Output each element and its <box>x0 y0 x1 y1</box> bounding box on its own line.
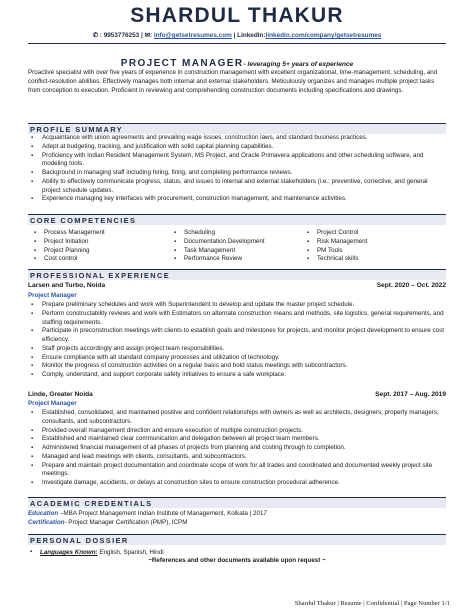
list-item: ▪ Documentation Development <box>172 238 265 247</box>
list-item: ▪ Cost control <box>32 255 105 264</box>
section-title: ACADEMIC CREDENTIALS <box>30 499 153 509</box>
bullet-icon: ▪ <box>30 549 33 555</box>
company-name: Linde, Greater Noida <box>28 391 93 398</box>
education-text: –MBA Project Management Indian Institute of Management, Kolkata | 2017 <box>58 510 267 517</box>
list-item: ▪ Established and maintained clear communication and delegation between all project team members. <box>28 435 446 444</box>
job-role: Project Manager <box>28 292 77 299</box>
header-divider <box>28 43 446 44</box>
competencies-column-3 <box>305 229 367 264</box>
company-name: Larsen and Turbo, Noida <box>28 282 106 289</box>
section-header-education <box>28 497 446 508</box>
list-item: ▪ Scheduling <box>172 229 265 238</box>
job-header <box>28 282 446 289</box>
email-icon: ✉: <box>144 32 154 39</box>
separator: | <box>139 32 145 39</box>
list-item: ▪ Background in managing staff including hiring, firing, and completing performance reviews. <box>28 169 446 178</box>
list-item: ▪ Ability to effectively communicate progress, status, and issues to internal and external stakeholders (i.e.: preventive, corrective, and general project schedule updates. <box>28 178 446 196</box>
list-item: ▪ Experience managing key interfaces with procurement, construction management, and maintenance activities. <box>28 195 446 204</box>
list-item: ▪ Technical skills <box>305 255 367 264</box>
separator: | <box>231 32 238 39</box>
job-bullets <box>28 409 446 488</box>
languages-line <box>30 549 164 556</box>
languages-text: English, Spanish, Hindi <box>97 549 164 556</box>
section-header-profile <box>28 123 446 134</box>
list-item: ▪ PM Tools <box>305 247 367 256</box>
list-item: ▪ Comply, understand, and support corporate safety initiatives to ensure a safe workplace. <box>28 371 446 380</box>
section-title: PROFESSIONAL EXPERIENCE <box>30 271 171 281</box>
job-dates: Sept. 2017 – Aug. 2019 <box>375 391 446 398</box>
linkedin-label: LinkedIn: <box>237 32 266 39</box>
phone-number: 9953776253 <box>103 32 140 39</box>
job-header <box>28 391 446 398</box>
list-item: ▪ Prepare preliminary schedules and work with Superintendent to develop and update the master project schedule. <box>28 301 446 310</box>
list-item: ▪ Prepare and maintain project documentation and coordinate scope of work for all trades and coordinated and documented weekly project site meetings. <box>28 462 446 480</box>
email-link[interactable]: info@getsetresumes.com <box>153 32 232 39</box>
list-item: ▪ Project Planning <box>32 247 105 256</box>
job-dates: Sept. 2020 – Oct. 2022 <box>376 282 446 289</box>
section-title: PROFILE SUMMARY <box>30 125 123 135</box>
education-line <box>28 510 446 519</box>
phone-icon: ✆ : <box>92 32 104 39</box>
job-role: Project Manager <box>28 400 77 407</box>
linkedin-link[interactable]: linkedin.com/company/getsetresumes <box>265 32 382 39</box>
section-header-experience <box>28 269 446 280</box>
job-tagline: - leveraging 5+ years of experience <box>243 61 354 68</box>
section-header-personal <box>28 534 446 545</box>
job-title: PROJECT MANAGER <box>120 58 244 69</box>
certification-line <box>28 519 446 528</box>
list-item: ▪ Process Management <box>32 229 105 238</box>
list-item: ▪ Participate in preconstruction meetings with clients to establish goals and milestones for projects, and monitor project development to ensure cost efficiency. <box>28 327 446 345</box>
list-item: ▪ Provided overall management direction and ensure execution of multiple construction projects. <box>28 427 446 436</box>
list-item: ▪ Proficiency with Indian Resident Management System, MS Project, and Oracle Primavera applications and other scheduling software, and modeling tools. <box>28 152 446 170</box>
list-item: ▪ Investigate damage, accidents, or delays at construction sites to ensure construction procedural adherence. <box>28 479 446 488</box>
job-bullets <box>28 301 446 380</box>
summary-paragraph: Proactive specialist with over five years of experience in construction management with excellent organizational, time-management, scheduling, and conflict-resolution abilities. Effectively manages both internal and external stakeholders. Meticulously organizes and manages multiple project tasks from conception to execution. Proficient in reviewing and comprehending construction documents including specifications and drawings. <box>28 69 438 94</box>
list-item: ▪ Project Initiation <box>32 238 105 247</box>
list-item: ▪ Administered financial management of all phases of projects from planning and costing through to completion. <box>28 444 446 453</box>
list-item: ▪ Acquaintance with union agreements and prevailing wage issues, construction laws, and standard business practices. <box>28 134 446 143</box>
page-footer: Shardul Thakur | Resume | Confidential | Page Number 1/1 <box>294 600 450 607</box>
education-label: Education <box>28 510 59 517</box>
competencies-column-1 <box>32 229 105 264</box>
contact-line <box>0 31 474 39</box>
list-item: ▪ Task Management <box>172 247 265 256</box>
certification-label: Certification <box>28 519 65 526</box>
profile-list <box>28 134 446 204</box>
references-note: ~References and other documents available upon request ~ <box>148 557 326 564</box>
competencies-column-2 <box>172 229 265 264</box>
list-item: ▪ Ensure compliance with all standard company processes and utilization of technology. <box>28 354 446 363</box>
list-item: ▪ Performance Review <box>172 255 265 264</box>
list-item: ▪ Monitor the progress of construction activities on a regular basis and hold status meetings with subcontractors. <box>28 362 446 371</box>
candidate-name: SHARDUL THAKUR <box>130 4 344 27</box>
list-item: ▪ Managed and lead meetings with clients, consultants, and subcontractors. <box>28 453 446 462</box>
list-item: ▪ Staff projects accordingly and assign project team responsibilities. <box>28 345 446 354</box>
list-item: ▪ Project Control <box>305 229 367 238</box>
list-item: ▪ Adept at budgeting, tracking, and justification with solid capital planning capabilities. <box>28 143 446 152</box>
certification-text: - Project Manager Certification (PMP), ICPM <box>64 519 188 526</box>
languages-label: Languages Known: <box>40 549 98 556</box>
section-header-competencies <box>28 214 446 225</box>
section-title: CORE COMPETENCIES <box>30 216 137 226</box>
section-title: PERSONAL DOSSIER <box>30 536 129 546</box>
list-item: ▪ Established, consolidated, and maintained positive and confident relationships with owners as well as architects, designers, property managers, consultants, and subcontractors. <box>28 409 446 427</box>
list-item: ▪ Risk Management <box>305 238 367 247</box>
list-item: ▪ Perform constructability reviews and work with Estimators on alternate construction means and methods, site logistics, general requirements, and staffing requirements. <box>28 310 446 328</box>
